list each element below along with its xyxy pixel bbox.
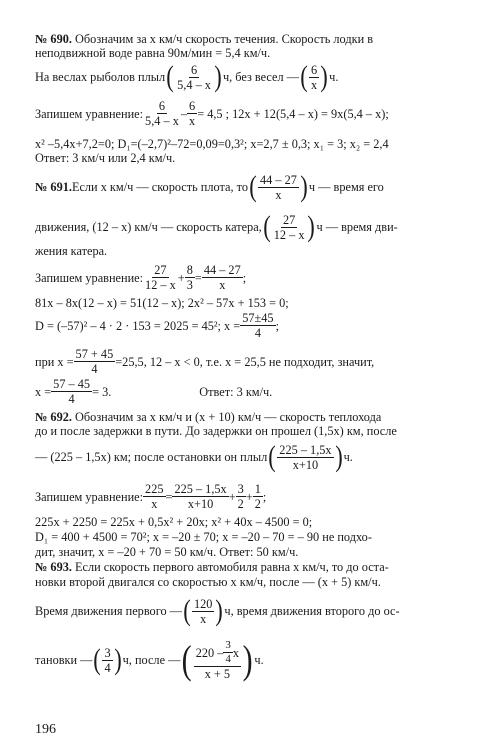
fraction: 3 4 (104, 645, 111, 675)
fraction: $\frac{57 + 45}{4}$ (75, 347, 114, 376)
fraction: $\frac{6}{x}$ (189, 99, 196, 128)
p691-line7: при x = $\frac{57 + 45}{4}$ =25,5, 12 – x < 0, т.е. x = 25,5 не подходит, значит, (35, 347, 375, 376)
p690-text3b: ч, без весел — (222, 70, 299, 84)
p690-number: № 690. (35, 32, 72, 46)
p690-line5: x² –5,4x+7,2=0; D₁=(–2,7)²–72=0,09=0,3²; x=2,7 ± 0,3; x₁ = 3; x₂ = 2,4 (35, 137, 389, 151)
fraction: $\frac{8}{3}$ (186, 263, 193, 292)
paren-fraction: ( 220 – $\frac{3}{4}$ x x + 5 ) (182, 637, 253, 682)
fraction: 6 5,4 – x (177, 62, 211, 92)
fraction: $\frac{27}{12 - x}$ (145, 263, 176, 292)
p692-line3: — (225 – 1,5x) км; после остановки он плыл ( 225 – 1,5x x+10 ) ч. (35, 440, 353, 473)
paren-fraction: ( 120 x ) (183, 594, 224, 627)
p691-line8: x = $\frac{57 - 45}{4}$ = 3. Ответ: 3 км/ч. (35, 377, 273, 406)
page-number: 196 (35, 722, 56, 737)
fraction: $\frac{1}{2}$ (254, 482, 261, 511)
fraction: 27 12 – x (273, 212, 305, 242)
p691-equation: Запишем уравнение: $\frac{27}{12 - x}$ + $\frac{8}{3}$ = $\frac{44 - 27}{x}$ ; (35, 263, 247, 292)
p690-text1: Обозначим за x км/ч скорость течения. Скорость лодки в (71, 32, 374, 46)
compound-numerator: 220 – $\frac{3}{4}$ x (195, 639, 240, 665)
paren-fraction: ( 225 – 1,5x x+10 ) (268, 440, 343, 473)
p691-line6: D = (–57)² – 4 · 2 · 153 = 2025 = 45²; x = $\frac{57\pm 45}{4}$ ; (35, 311, 279, 340)
p692-line6: D₁ = 400 + 4500 = 70²; x = –20 ± 70; x = –20 – 70 = – 90 не подхо- (35, 530, 372, 544)
fraction: 220 – $\frac{3}{4}$ x x + 5 (195, 639, 240, 681)
p692-line5: 225x + 2250 = 225x + 0,5x² + 20x; x² + 40x – 4500 = 0; (35, 515, 313, 529)
fraction: $\frac{6}{5,4 - x}$ (145, 99, 179, 128)
paren-fraction: ( 44 – 27 x ) (249, 170, 308, 203)
p693-line4: тановки — ( 3 4 ) ч, после — ( 220 – $\frac{3}{4}$ x x + 5 ) ч. (35, 637, 264, 682)
fraction: $\frac{3}{4}$ (225, 639, 231, 665)
p691-line3: жения катера. (35, 244, 108, 258)
p690-line3: На веслах рыболов плыл ( 6 5,4 – x ) ч, без весел — ( 6 x ) ч. (35, 60, 339, 93)
fraction: 225 – 1,5x x+10 (279, 442, 332, 472)
paren-fraction: ( 6 x ) (300, 60, 328, 93)
fraction: $\frac{225 - 1,5x}{x+10}$ (174, 482, 227, 511)
fraction: 6 x (311, 62, 318, 92)
p693-line2: новки второй двигался со скоростью x км/ч, после — (x + 5) км/ч. (35, 575, 381, 589)
p690-equation: Запишем уравнение: $\frac{6}{5,4 - x}$ – $\frac{6}{x}$ = 4,5 ; 12x + 12(5,4 – x) = 9x(5,4 – x); (35, 99, 389, 128)
p693-number: № 693. (35, 560, 72, 574)
p693-line3: Время движения первого — ( 120 x ) ч, время движения второго до ос- (35, 594, 400, 627)
p692-line7: дит, значит, x = –20 + 70 = 50 км/ч. Ответ: 50 км/ч. (35, 545, 299, 559)
p690-answer: Ответ: 3 км/ч или 2,4 км/ч. (35, 151, 176, 165)
paren-fraction: ( 3 4 ) (93, 643, 122, 676)
p691-line2: движения, (12 – x) км/ч — скорость катера, ( 27 12 – x ) ч — время дви- (35, 210, 398, 243)
p693-line1: № 693. Если скорость первого автомобиля равна x км/ч, то до оста- (35, 560, 389, 574)
p692-number: № 692. (35, 410, 72, 424)
fraction: $\frac{57\pm 45}{4}$ (242, 311, 274, 340)
p692-equation: Запишем уравнение: $\frac{225}{x}$ = $\frac{225 - 1,5x}{x+10}$ + $\frac{3}{2}$ + $\frac{1}{2}$ ; (35, 482, 267, 511)
paren-fraction: ( 27 12 – x ) (262, 210, 316, 243)
fraction: $\frac{57 - 45}{4}$ (53, 377, 91, 406)
p692-line1: № 692. Обозначим за x км/ч и (x + 10) км/ч — скорость теплохода (35, 410, 382, 424)
fraction: 44 – 27 x (260, 172, 297, 202)
p690-text3a: На веслах рыболов плыл (35, 70, 166, 84)
p690-line2: неподвижной воде равна 90м/мин = 5,4 км/ч. (35, 46, 271, 60)
fraction: $\frac{44 - 27}{x}$ (203, 263, 241, 292)
fraction: $\frac{225}{x}$ (145, 482, 164, 511)
fraction: 120 x (193, 596, 213, 626)
p690-line1 (35, 32, 373, 46)
p691-line1: № 691.Если x км/ч — скорость плота, то ( 44 – 27 x ) ч — время его (35, 170, 384, 203)
p691-answer: Ответ: 3 км/ч. (199, 384, 273, 399)
p691-line5: 81x – 8x(12 – x) = 51(12 – x); 2x² – 57x + 153 = 0; (35, 296, 289, 310)
paren-fraction: ( 6 5,4 – x ) (166, 60, 222, 93)
p692-line2: до и после задержки в пути. До задержки он прошел (1,5x) км, после (35, 424, 397, 438)
p691-number: № 691. (35, 180, 72, 194)
fraction: $\frac{3}{2}$ (237, 482, 244, 511)
